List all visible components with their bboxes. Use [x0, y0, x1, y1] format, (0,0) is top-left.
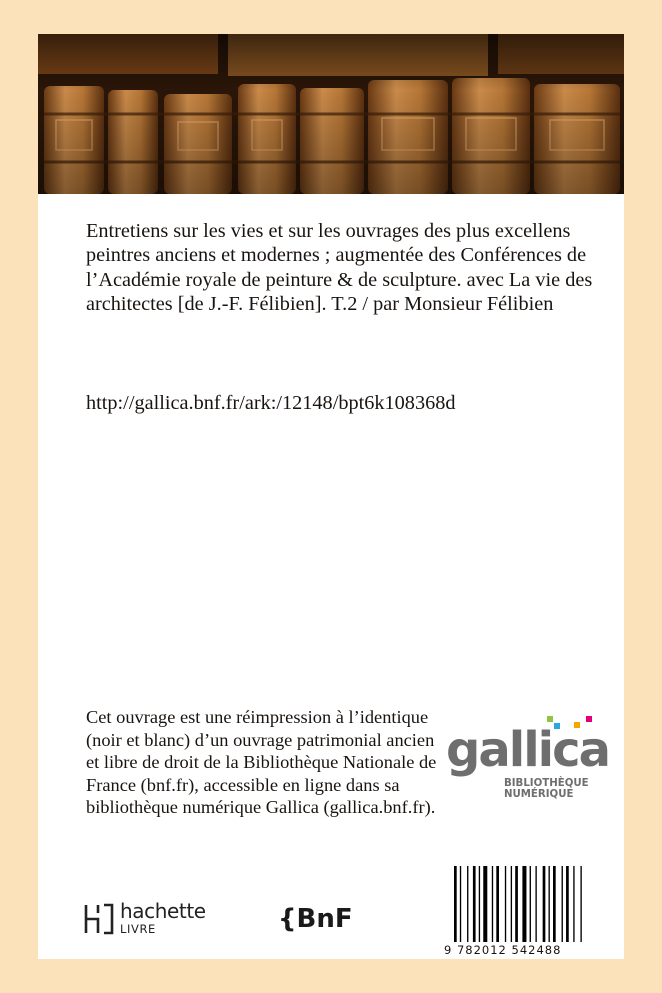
book-title: Entretiens sur les vies et sur les ouvrages des plus excellens peintres anciens et modernes ; augmentée des Conférences de l’Académie royale de peinture & de sculpture. avec La vie des architectes [de J.-F. Félibien]. T.2 / par Monsieur Félibien	[86, 220, 593, 315]
gallica-subtitle-line2: NUMÉRIQUE	[504, 789, 574, 800]
reprint-notice: Cet ouvrage est une réimpression à l’identique (noir et blanc) d’un ouvrage patrimonial ancien et libre de droit de la Bibliothèque Nationale de France (bnf.fr), accessible en ligne dans sa bibliothèque numérique Gallica (gallica.bnf.fr).	[86, 707, 437, 817]
hachette-sub: LIVRE	[120, 922, 156, 936]
back-cover	[38, 34, 624, 959]
gallica-url[interactable]: http://gallica.bnf.fr/ark:/12148/bpt6k108368d	[86, 392, 456, 414]
hachette-mark-icon	[84, 903, 114, 935]
barcode-digits: 9 782012 542488	[444, 943, 562, 957]
barcode-bars-icon	[444, 866, 598, 942]
gallica-subtitle	[504, 778, 594, 800]
gallica-logo	[446, 714, 609, 804]
gallica-subtitle-line1: BIBLIOTHÈQUE	[504, 778, 589, 789]
hachette-name: hachette	[120, 899, 206, 923]
gallica-wordmark: gallica	[446, 722, 609, 778]
bookshelf-banner-image	[38, 34, 624, 194]
bnf-logo: {BnF	[278, 904, 353, 934]
hachette-logo	[84, 900, 234, 940]
isbn-barcode	[444, 866, 598, 958]
